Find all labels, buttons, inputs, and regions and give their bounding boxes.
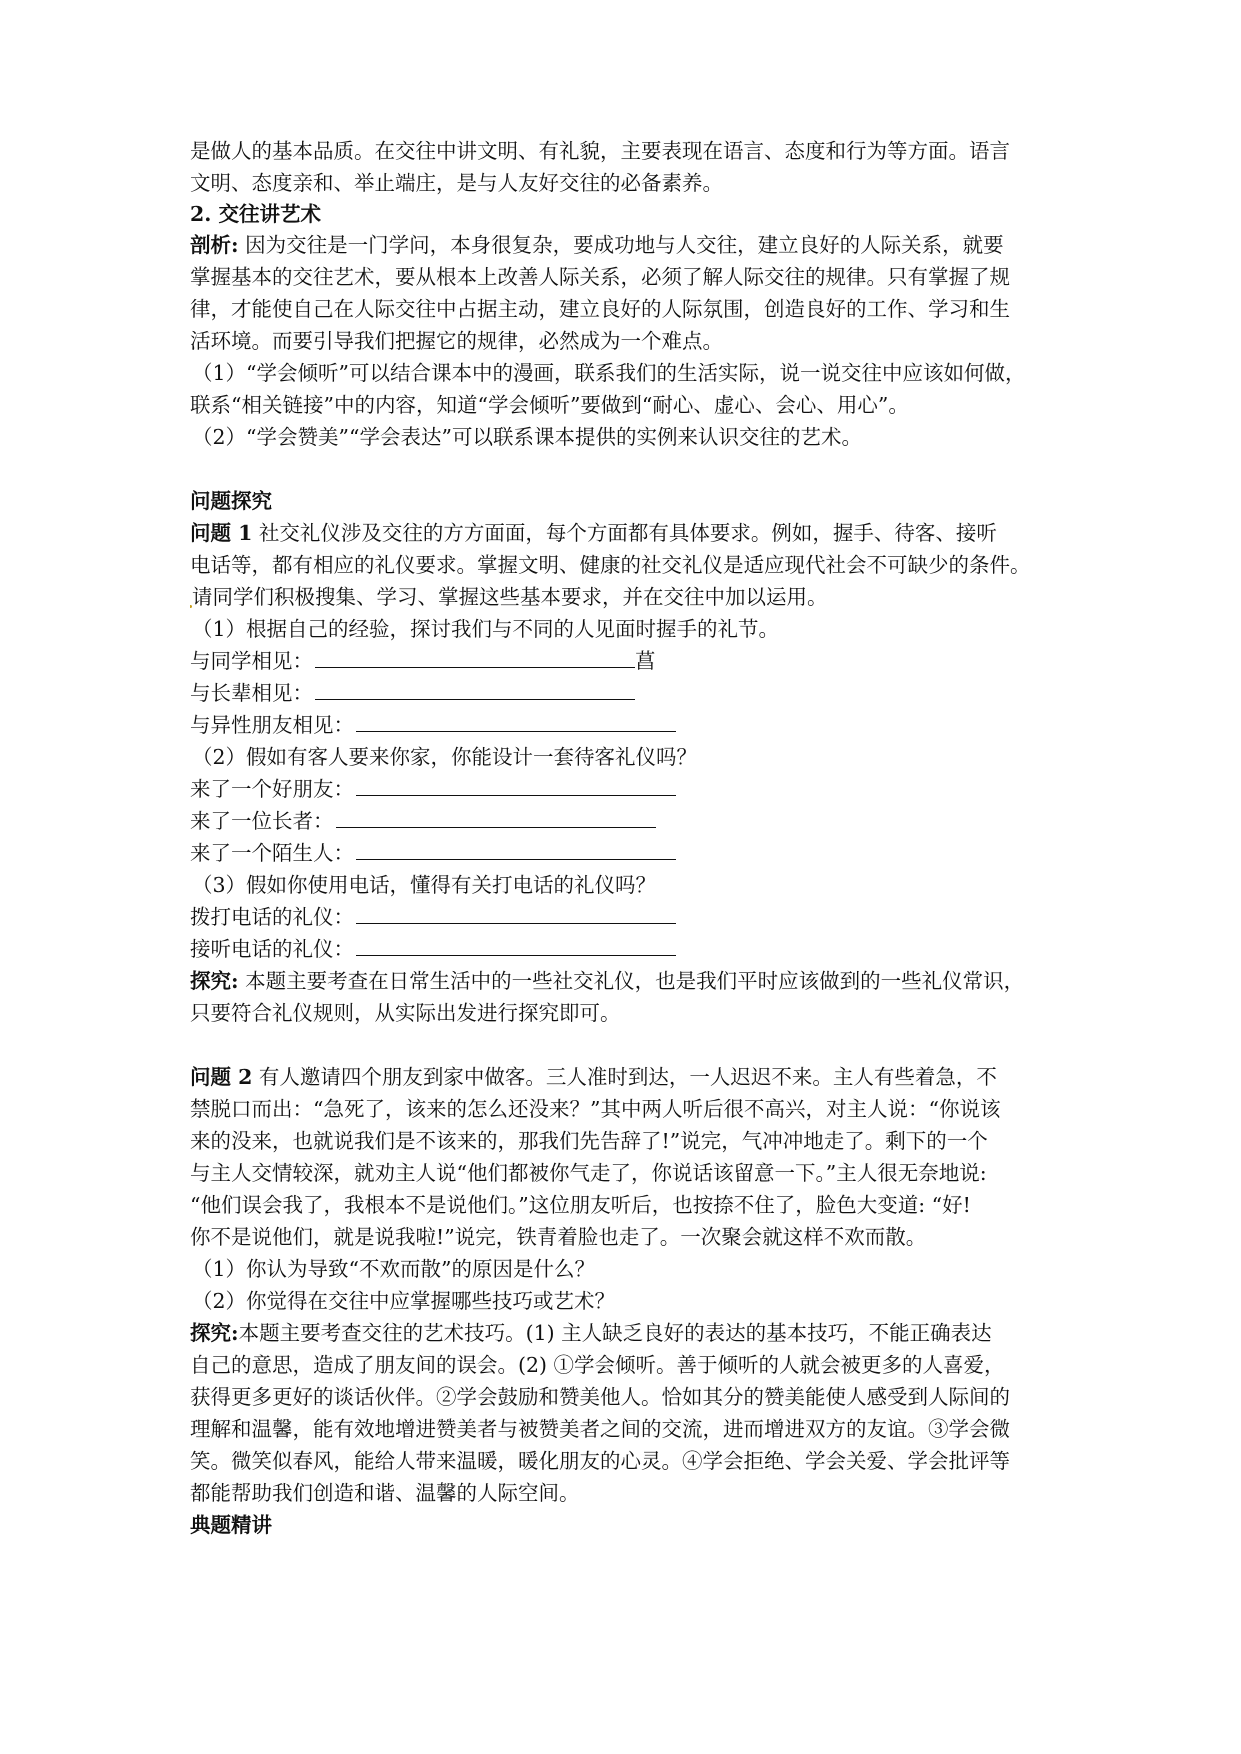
question-line: 禁脱口而出：“急死了，该来的怎么还没来？”其中两人听后很不高兴，对主人说：“你说该 xyxy=(190,1097,1001,1121)
sub-question: （2）假如有客人要来你家，你能设计一套待客礼仪吗？ xyxy=(192,745,698,769)
sub-question: （3）假如你使用电话，懂得有关打电话的礼仪吗？ xyxy=(192,873,657,897)
answer-blank[interactable] xyxy=(315,677,635,700)
answer-blank[interactable] xyxy=(356,709,676,732)
question-line: “他们误会我了，我根本不是说他们。”这位朋友听后，也按捺不住了，脸色大变道: “好! xyxy=(190,1193,971,1217)
inquiry-heading: 问题探究 xyxy=(190,489,272,513)
question-line xyxy=(190,579,1050,615)
explore-label: 探究: xyxy=(190,969,239,993)
analysis-line: 律，才能使自己在人际交往中占据主动，建立良好的人际氛围，创造良好的工作、学习和生 xyxy=(190,297,1010,321)
question-text: 社交礼仪涉及交往的方方面面，每个方面都有具体要求。例如，握手、待客、接听 xyxy=(252,521,997,545)
sub-question: （1）根据自己的经验，探讨我们与不同的人见面时握手的礼节。 xyxy=(192,617,780,641)
explore-line xyxy=(190,963,1050,999)
question-line: 与主人交情较深，就劝主人说“他们都被你气走了，你说话该留意一下。”主人很无奈地说: xyxy=(190,1161,987,1185)
section-heading: 典题精讲 xyxy=(190,1513,272,1537)
answer-field-row xyxy=(190,771,1050,807)
question-label: 问题 1 xyxy=(190,521,253,545)
field-label: 来了一个好朋友： xyxy=(190,777,354,801)
field-label: 接听电话的礼仪： xyxy=(190,937,354,961)
intro-line: 文明、态度亲和、举止端庄，是与人友好交往的必备素养。 xyxy=(190,171,723,195)
answer-field-row xyxy=(190,803,1050,839)
answer-blank[interactable] xyxy=(356,773,676,796)
answer-field-row xyxy=(190,675,1050,711)
point-line: 联系“相关链接”中的内容，知道“学会倾听”要做到“耐心、虚心、会心、用心”。 xyxy=(190,393,909,417)
field-label: 拨打电话的礼仪： xyxy=(190,905,354,929)
answer-blank[interactable] xyxy=(315,645,635,668)
explore-label: 探究: xyxy=(190,1321,239,1345)
answer-field-row xyxy=(190,931,1050,967)
answer-blank[interactable] xyxy=(356,901,676,924)
analysis-label: 剖析: xyxy=(190,233,239,257)
answer-field-row xyxy=(190,835,1050,871)
answer-field-row xyxy=(190,643,1050,679)
field-label: 与异性朋友相见： xyxy=(190,713,354,737)
answer-blank[interactable] xyxy=(356,933,676,956)
section-heading: 2. 交往讲艺术 xyxy=(190,202,322,226)
intro-line: 是做人的基本品质。在交往中讲文明、有礼貌，主要表现在语言、态度和行为等方面。语言 xyxy=(190,139,1010,163)
question-line xyxy=(190,515,1050,551)
point-line: （1）“学会倾听”可以结合课本中的漫画，联系我们的生活实际，说一说交往中应该如何做， xyxy=(192,361,1026,385)
question-text: 有人邀请四个朋友到家中做客。三人准时到达，一人迟迟不来。主人有些着急，不 xyxy=(252,1065,997,1089)
analysis-text: 因为交往是一门学问，本身很复杂，要成功地与人交往，建立良好的人际关系，就要 xyxy=(238,233,1004,257)
stray-char: 菖 xyxy=(635,649,656,673)
analysis-line xyxy=(190,227,1050,263)
question-line: 来的没来，也就说我们是不该来的，那我们先告辞了!”说完，气冲冲地走了。剩下的一个 xyxy=(190,1129,988,1153)
question-text: 请同学们积极搜集、学习、掌握这些基本要求，并在交往中加以运用。 xyxy=(192,585,828,609)
analysis-line: 掌握基本的交往艺术，要从根本上改善人际关系，必须了解人际交往的规律。只有掌握了规 xyxy=(190,265,1010,289)
question-line: 电话等，都有相应的礼仪要求。掌握文明、健康的社交礼仪是适应现代社会不可缺少的条件。 xyxy=(190,553,1031,577)
answer-blank[interactable] xyxy=(356,837,676,860)
explore-text: 本题主要考查交往的艺术技巧。(1) 主人缺乏良好的表达的基本技巧，不能正确表达 xyxy=(238,1321,992,1345)
answer-blank[interactable] xyxy=(336,805,656,828)
sub-question: （2）你觉得在交往中应掌握哪些技巧或艺术？ xyxy=(192,1289,616,1313)
explore-line: 理解和温馨，能有效地增进赞美者与被赞美者之间的交流，进而增进双方的友谊。③学会微 xyxy=(190,1417,1010,1441)
explore-line xyxy=(190,1315,1050,1351)
question-line xyxy=(190,1059,1050,1095)
field-label: 与同学相见： xyxy=(190,649,313,673)
field-label: 来了一个陌生人： xyxy=(190,841,354,865)
analysis-line: 活环境。而要引导我们把握它的规律，必然成为一个难点。 xyxy=(190,329,723,353)
sub-question: （1）你认为导致“不欢而散”的原因是什么？ xyxy=(192,1257,596,1281)
explore-text: 本题主要考查在日常生活中的一些社交礼仪，也是我们平时应该做到的一些礼仪常识， xyxy=(238,969,1025,993)
explore-line: 都能帮助我们创造和谐、温馨的人际空间。 xyxy=(190,1481,580,1505)
explore-line: 自己的意思，造成了朋友间的误会。(2) ①学会倾听。善于倾听的人就会被更多的人喜爱， xyxy=(190,1353,1005,1377)
answer-field-row xyxy=(190,707,1050,743)
point-line: （2）“学会赞美”“学会表达”可以联系课本提供的实例来认识交往的艺术。 xyxy=(192,425,862,449)
explore-line: 获得更多更好的谈话伙伴。②学会鼓励和赞美他人。恰如其分的赞美能使人感受到人际间的 xyxy=(190,1385,1010,1409)
field-label: 与长辈相见： xyxy=(190,681,313,705)
answer-field-row xyxy=(190,899,1050,935)
explore-line: 只要符合礼仪规则，从实际出发进行探究即可。 xyxy=(190,1001,621,1025)
question-line: 你不是说他们，就是说我啦!”说完，铁青着脸也走了。一次聚会就这样不欢而散。 xyxy=(190,1225,927,1249)
explore-line: 笑。微笑似春风，能给人带来温暖，暖化朋友的心灵。④学会拒绝、学会关爱、学会批评等 xyxy=(190,1449,1010,1473)
field-label: 来了一位长者： xyxy=(190,809,334,833)
question-label: 问题 2 xyxy=(190,1065,253,1089)
